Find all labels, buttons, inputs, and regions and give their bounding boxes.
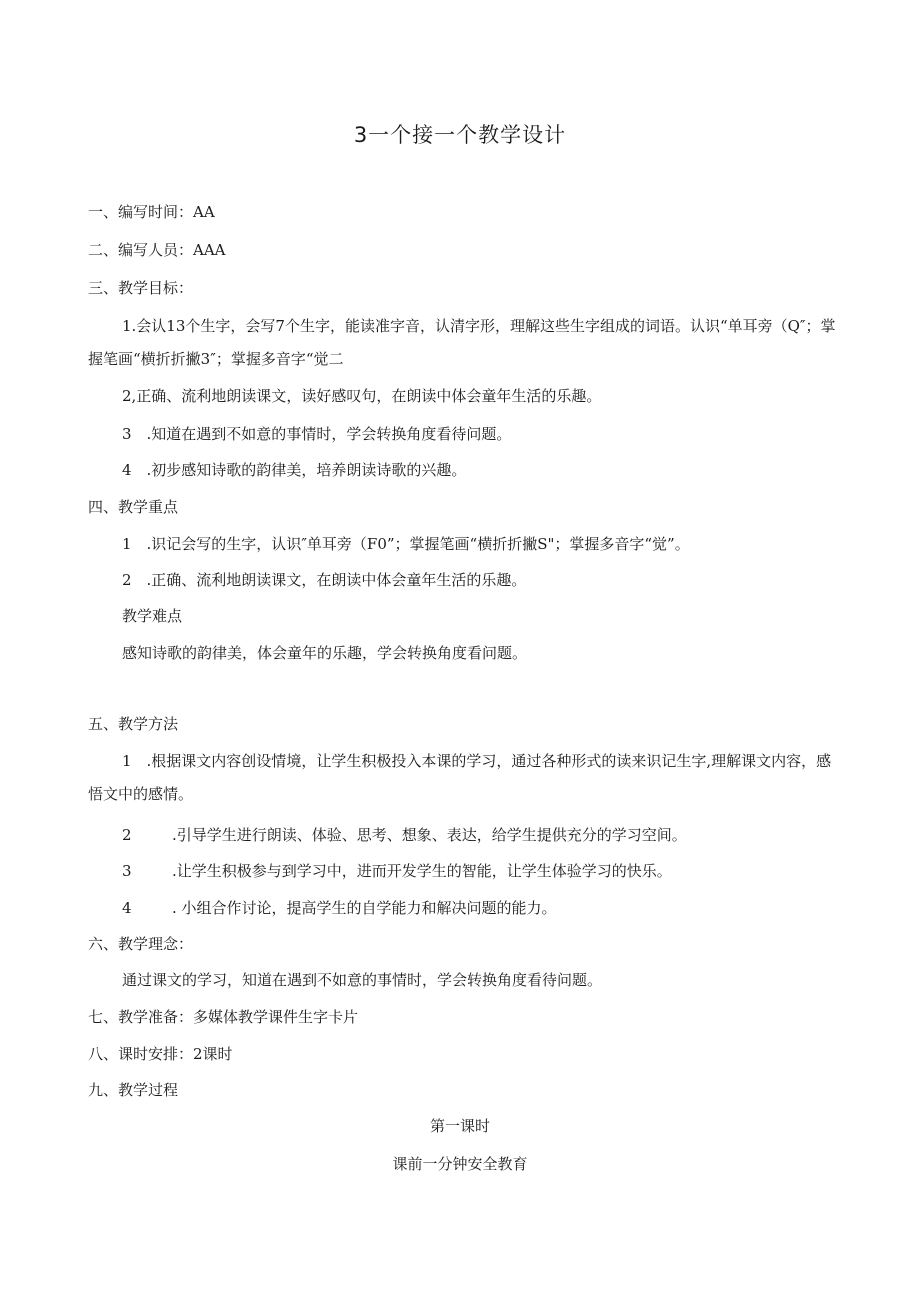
safety-education-heading: 课前一分钟安全教育: [392, 1155, 528, 1173]
method-item-3: [122, 861, 672, 881]
section-goals-heading: 三、教学目标：: [88, 279, 194, 297]
goal-item-4: 4 .初步感知诗歌的韵律美，培养朗读诗歌的兴趣。: [122, 461, 467, 479]
method-item-4-text: . 小组合作讨论，提高学生的自学能力和解决问题的能力。: [172, 899, 557, 917]
difficulty-heading: 教学难点: [122, 607, 183, 625]
section-schedule: 八、课时安排：2课时: [88, 1045, 233, 1063]
difficulty-text: 感知诗歌的韵律美，体会童年的乐趣，学会转换角度看问题。: [122, 644, 528, 662]
key-point-1: 1 .识记会写的生字，认识″单耳旁（F0”；掌握笔画“横折折撇S"；掌握多音字“觉”。: [122, 535, 690, 553]
key-point-2: 2 .正确、流利地朗读课文，在朗读中体会童年生活的乐趣。: [122, 571, 527, 589]
goal-item-2: 2,正确、流利地朗读课文，读好感叹句，在朗读中体会童年生活的乐趣。: [122, 387, 602, 405]
goal-item-3: 3 .知道在遇到不如意的事情时，学会转换角度看待问题。: [122, 425, 512, 443]
section-concept-heading: 六、教学理念：: [88, 935, 194, 953]
section-preparation: 七、教学准备：多媒体教学课件生字卡片: [88, 1008, 359, 1026]
section-process-heading: 九、教学过程: [88, 1081, 179, 1099]
section-key-points-heading: 四、教学重点: [88, 498, 179, 516]
method-item-4-number: 4: [122, 899, 132, 917]
method-item-2-number: 2: [122, 826, 132, 844]
section-authors: 二、编写人员：AAA: [88, 241, 226, 259]
lesson-heading: 第一课时: [429, 1117, 490, 1135]
method-item-1: 1 .根据课文内容创设情境，让学生积极投入本课的学习，通过各种形式的读来识记生字,理解课文内容，感悟文中的感情。: [88, 752, 832, 803]
method-item-3-number: 3: [122, 862, 132, 880]
section-methods-heading: 五、教学方法: [88, 715, 179, 733]
method-item-4: [122, 898, 557, 918]
method-item-2-text: .引导学生进行朗读、体验、思考、想象、表达，给学生提供充分的学习空间。: [172, 826, 687, 844]
goal-item-1: 1.会认13个生字，会写7个生字，能读准字音，认清字形，理解这些生字组成的词语。认识“单耳旁（Q″；掌握笔画“横折折撇3″；掌握多音字“觉二: [88, 317, 836, 368]
section-write-time: 一、编写时间：AA: [88, 203, 215, 221]
method-item-2: [122, 825, 687, 845]
concept-text: 通过课文的学习，知道在遇到不如意的事情时，学会转换角度看待问题。: [122, 971, 603, 989]
document-title: 3一个接一个教学设计: [353, 123, 567, 147]
method-item-3-text: .让学生积极参与到学习中，进而开发学生的智能，让学生体验学习的快乐。: [172, 862, 672, 880]
